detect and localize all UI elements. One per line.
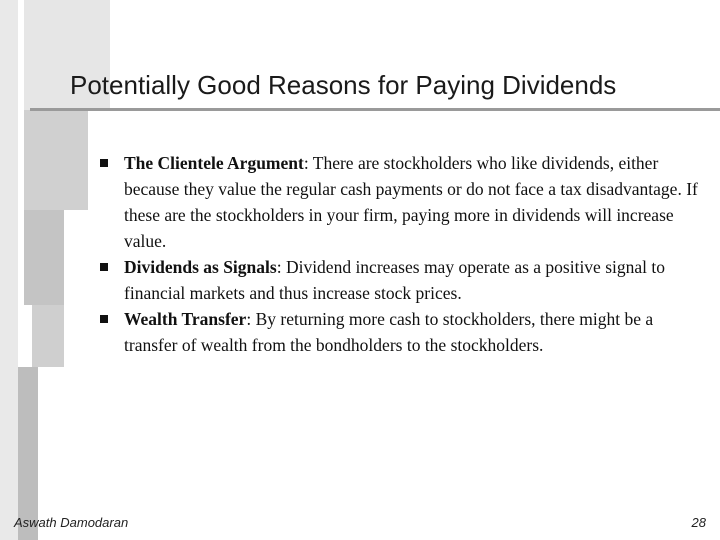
- square-bullet-icon: [100, 315, 108, 323]
- bullet-term: The Clientele Argument: [124, 153, 304, 173]
- decorative-bar: [24, 110, 88, 210]
- slide-title: Potentially Good Reasons for Paying Dividends: [70, 70, 617, 100]
- decorative-bar: [24, 210, 64, 305]
- bullet-term: Dividends as Signals: [124, 257, 277, 277]
- square-bullet-icon: [100, 263, 108, 271]
- square-bullet-icon: [100, 159, 108, 167]
- bullet-list: [100, 150, 700, 358]
- bullet-text: : By returning more cash to stockholders, there might be a transfer of wealth from the bondholders to the stockholders.: [124, 309, 654, 355]
- bullet-term: Wealth Transfer: [124, 309, 247, 329]
- bullet-item: [100, 254, 700, 306]
- bullet-item: [100, 150, 700, 254]
- bullet-item: [100, 306, 700, 358]
- footer-author: Aswath Damodaran: [14, 515, 129, 530]
- page-number: 28: [691, 515, 706, 530]
- bullet-text: : There are stockholders who like dividends, either because they value the regular cash payments or do not face a tax disadvantage. If these are the stockholders in your firm, paying more in dividends will increase value.: [124, 153, 698, 251]
- bullet-text: : Dividend increases may operate as a positive signal to financial markets and thus increase stock prices.: [124, 257, 665, 303]
- title-divider: [30, 108, 720, 111]
- decorative-bar: [0, 0, 18, 540]
- decorative-bar: [32, 305, 64, 367]
